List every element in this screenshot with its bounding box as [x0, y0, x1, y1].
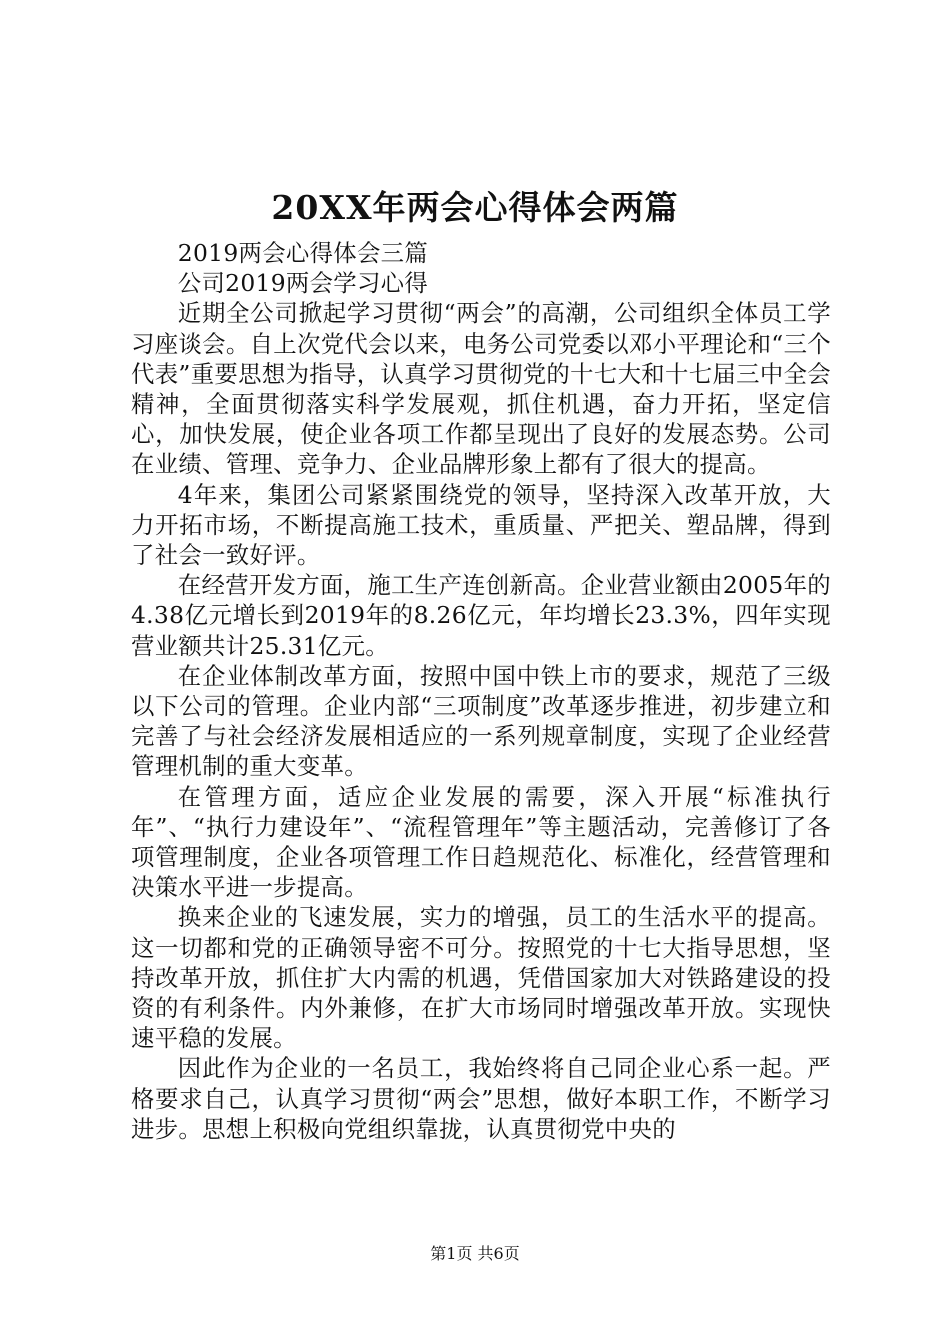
paragraph-subtitle-1: 2019两会心得体会三篇 [177, 239, 429, 267]
document-body [131, 238, 831, 1144]
paragraph-intro: 近期全公司掀起学习贯彻“两会”的高潮，公司组织全体员工学习座谈会。自上次党代会以来，电务公司党委以邓小平理论和“三个代表”重要思想为指导，认真学习贯彻党的十七大和十七届三中全会精神，全面贯彻落实科学发展观，抓住机遇，奋力开拓，坚定信心，加快发展，使企业各项工作都呈现出了良好的发展态势。公司在业绩、管理、竞争力、企业品牌形象上都有了很大的提高。 [131, 299, 831, 479]
paragraph-management: 在管理方面，适应企业发展的需要，深入开展“标准执行年”、“执行力建设年”、“流程管理年”等主题活动，完善修订了各项管理制度，企业各项管理工作日趋规范化、标准化，经营管理和决策水平进一步提高。 [131, 782, 831, 902]
paragraph-business-development: 在经营开发方面，施工生产连创新高。企业营业额由2005年的4.38亿元增长到2019年的8.26亿元，年均增长23.3%，四年实现营业额共计25.31亿元。 [131, 571, 831, 660]
paragraph-system-reform: 在企业体制改革方面，按照中国中铁上市的要求，规范了三级以下公司的管理。企业内部“三项制度”改革逐步推进，初步建立和完善了与社会经济发展相适应的一系列规章制度，实现了企业经营管理机制的重大变革。 [131, 661, 831, 781]
document-title: 20XX年两会心得体会两篇 [271, 188, 679, 227]
page-footer: 第1页 共6页 [430, 1244, 520, 1263]
paragraph-four-years: 4年来，集团公司紧紧围绕党的领导，坚持深入改革开放，大力开拓市场，不断提高施工技术，重质量、严把关、塑品牌，得到了社会一致好评。 [131, 480, 831, 570]
paragraph-employee-commitment: 因此作为企业的一名员工，我始终将自己同企业心系一起。严格要求自己，认真学习贯彻“两会”思想，做好本职工作，不断学习进步。思想上积极向党组织靠拢，认真贯彻党中央的 [131, 1054, 831, 1143]
paragraph-subtitle-2: 公司2019两会学习心得 [177, 269, 429, 298]
paragraph-rapid-development: 换来企业的飞速发展，实力的增强，员工的生活水平的提高。这一切都和党的正确领导密不可分。按照党的十七大指导思想，坚持改革开放，抓住扩大内需的机遇，凭借国家加大对铁路建设的投资的有利条件。内外兼修，在扩大市场同时增强改革开放。实现快速平稳的发展。 [131, 903, 831, 1053]
